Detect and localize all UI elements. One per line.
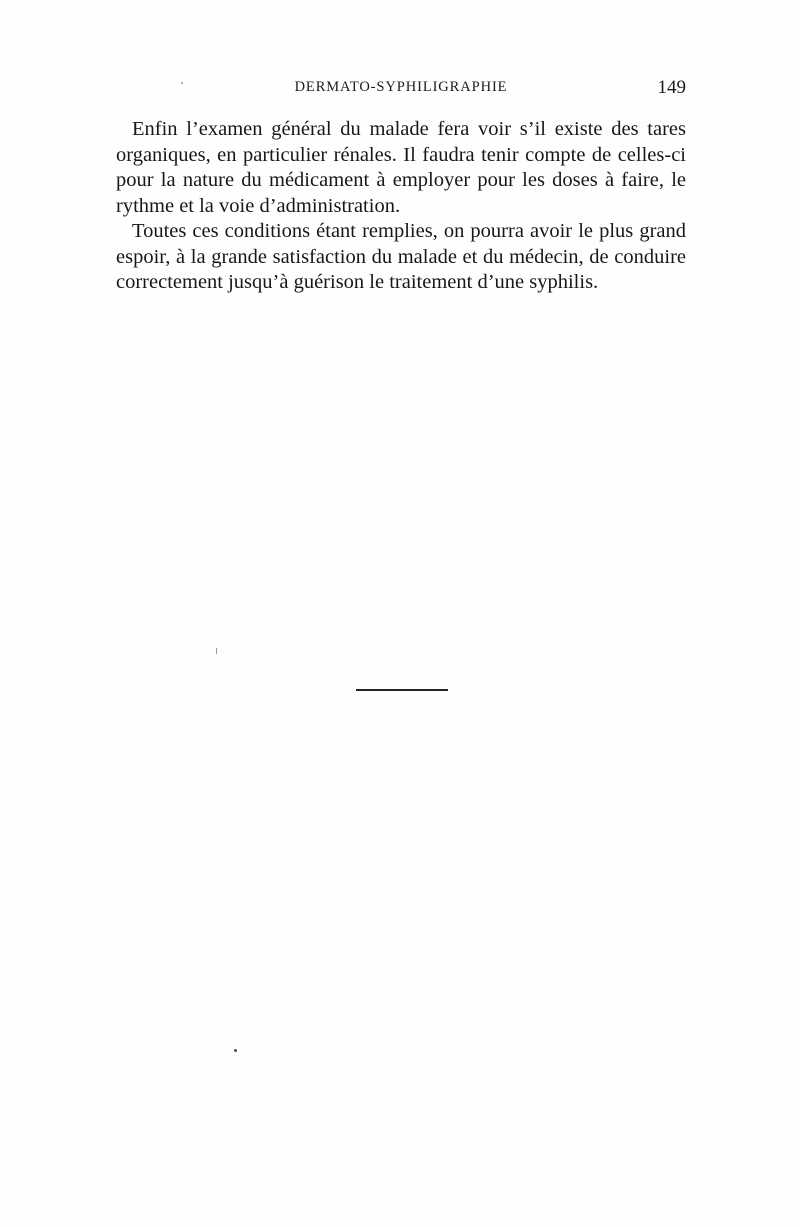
scan-speck: [234, 1049, 237, 1052]
scan-speck: [181, 82, 183, 84]
body-text: [116, 117, 686, 296]
running-header: [116, 77, 686, 101]
scan-speck: [216, 648, 217, 654]
end-of-chapter-rule: [356, 689, 448, 691]
paragraph-1: Enfin l’examen général du malade fera voir s’il existe des tares organiques, en particulier rénales. Il faudra tenir compte de celles-ci pour la nature du médicament à employer pour les doses à faire, le rythme et la voie d’administration.: [116, 118, 686, 217]
running-title: DERMATO-SYPHILIGRAPHIE: [294, 79, 508, 95]
page-number: 149: [657, 77, 686, 98]
paragraph-2: Toutes ces conditions étant remplies, on pourra avoir le plus grand espoir, à la grande satisfaction du malade et du médecin, de conduire correctement jusqu’à guérison le traitement d’une syphilis.: [116, 220, 686, 293]
